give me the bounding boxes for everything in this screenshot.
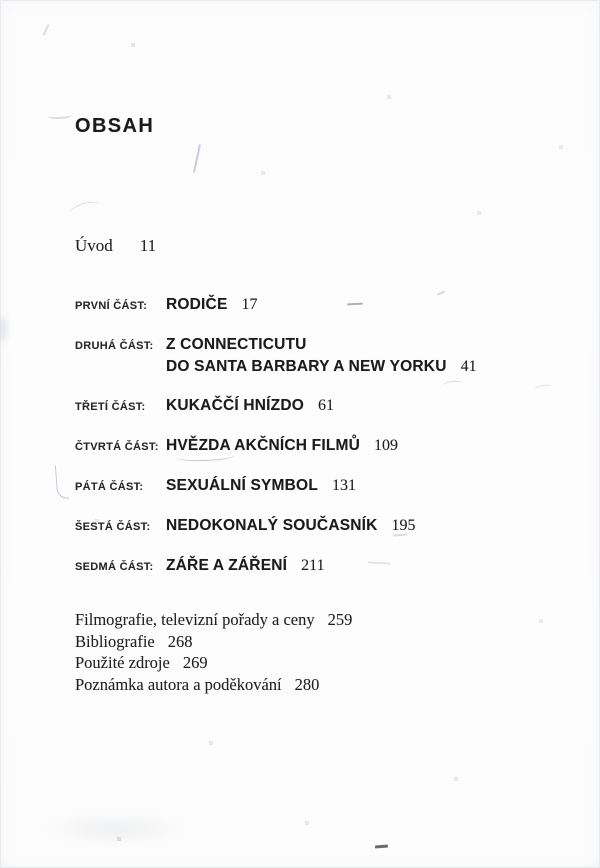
- back-matter-title: Použité zdroje: [75, 653, 170, 672]
- part-title-text: ZÁŘE A ZÁŘENÍ: [166, 557, 288, 574]
- part-label: DRUHÁ ČÁST:: [75, 340, 154, 352]
- back-matter-entry: [75, 674, 352, 696]
- page-title: OBSAH: [75, 115, 155, 138]
- back-matter-title: Poznámka autora a poděkování: [75, 674, 282, 694]
- toc-entry-part-5: [75, 475, 545, 498]
- scan-scratch-diagonal: [193, 144, 201, 173]
- chapter-list: [75, 294, 545, 595]
- part-label: ŠESTÁ ČÁST:: [75, 521, 151, 533]
- toc-entry-intro: [75, 235, 156, 257]
- part-page-number: 211: [301, 557, 325, 574]
- part-page-number: 195: [391, 517, 416, 534]
- part-title: [166, 435, 398, 457]
- toc-entry-part-6: [75, 515, 545, 538]
- back-matter-title: Bibliografie: [75, 631, 155, 651]
- back-matter-page-number: 269: [182, 653, 208, 672]
- scan-scratch-topleft: [42, 24, 49, 36]
- back-matter-list: [75, 609, 352, 695]
- toc-entry-part-2: [75, 334, 545, 378]
- part-title: [166, 294, 257, 316]
- part-title-line1: Z CONNECTICUTU: [166, 336, 307, 353]
- part-label: ČTVRTÁ ČÁST:: [75, 441, 159, 453]
- back-matter-page-number: 259: [327, 610, 353, 629]
- part-title-line2-text: DO SANTA BARBARY A NEW YORKU: [166, 358, 447, 375]
- intro-label: Úvod: [75, 236, 113, 255]
- back-matter-page-number: 280: [294, 674, 320, 694]
- part-page-number: 131: [331, 477, 356, 494]
- scan-edge-smudge: [0, 316, 7, 342]
- part-title: [166, 475, 356, 497]
- part-label: TŘETÍ ČÁST:: [75, 401, 146, 413]
- part-page-number: 17: [241, 296, 258, 313]
- scan-pencil-swoosh: [69, 199, 101, 218]
- back-matter-title: Filmografie, televizní pořady a ceny: [75, 610, 315, 629]
- part-page-number: 61: [318, 397, 334, 414]
- part-label: PÁTÁ ČÁST:: [75, 481, 144, 493]
- part-label: PRVNÍ ČÁST:: [75, 300, 148, 312]
- scan-bottom-smudge: [40, 812, 190, 846]
- back-matter-page-number: 268: [167, 631, 193, 651]
- part-title-line2: [166, 356, 477, 378]
- back-matter-entry: [75, 631, 352, 653]
- part-label: SEDMÁ ČÁST:: [75, 561, 154, 573]
- toc-entry-part-4: [75, 435, 545, 458]
- part-page-number: 41: [460, 358, 477, 375]
- part-title: [166, 395, 334, 417]
- toc-entry-part-1: [75, 294, 545, 317]
- part-title-text: KUKAČČÍ HNÍZDO: [166, 397, 304, 414]
- scan-dark-dash-bottom: [375, 845, 388, 849]
- back-matter-entry: [75, 652, 352, 674]
- part-title: [166, 334, 477, 378]
- intro-page-number: 11: [139, 236, 157, 255]
- part-title-text: SEXUÁLNÍ SYMBOL: [166, 477, 318, 494]
- part-title-text: HVĚZDA AKČNÍCH FILMŮ: [166, 437, 361, 454]
- part-title: [166, 515, 416, 537]
- part-title-text: RODIČE: [166, 296, 228, 313]
- scan-bracket-mark: [55, 465, 69, 500]
- toc-entry-part-7: [75, 555, 545, 578]
- part-title: [166, 555, 325, 577]
- part-title-text: NEDOKONALÝ SOUČASNÍK: [166, 517, 378, 534]
- part-page-number: 109: [374, 437, 399, 454]
- toc-entry-part-3: [75, 395, 545, 418]
- scan-noise-specks: [0, 0, 2, 2]
- back-matter-entry: [75, 609, 352, 631]
- scan-mark-underscore: [48, 110, 72, 119]
